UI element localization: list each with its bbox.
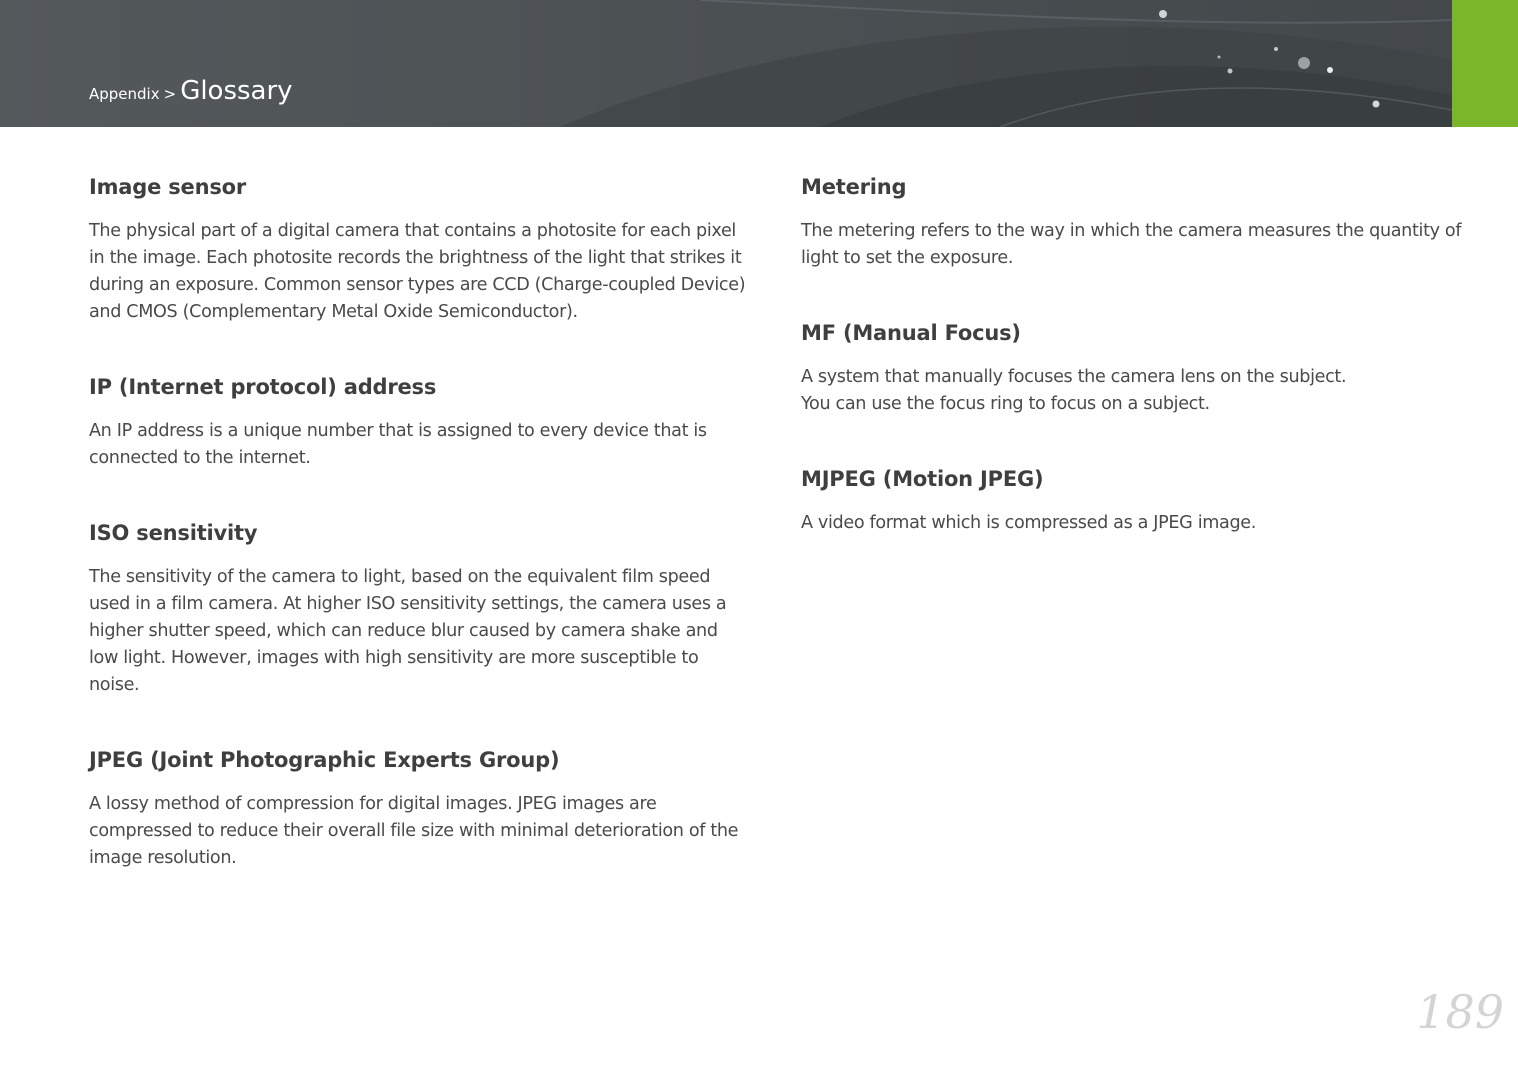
glossary-entry bbox=[801, 318, 1471, 418]
glossary-term: MJPEG (Motion JPEG) bbox=[801, 467, 1044, 491]
glossary-term: Metering bbox=[801, 175, 907, 199]
glossary-definition-line: A system that manually focuses the camera lens on the subject. bbox=[801, 367, 1347, 387]
page-number: 189 bbox=[1416, 985, 1504, 1039]
glossary-definition: An IP address is a unique number that is assigned to every device that is connected to the internet. bbox=[89, 421, 707, 468]
header-decoration bbox=[0, 0, 1452, 127]
glossary-entry bbox=[801, 464, 1471, 537]
glossary-definition: The sensitivity of the camera to light, based on the equivalent film speed used in a film camera. At higher ISO sensitivity settings, the camera uses a higher shutter speed, which can reduce blur caused by camera shake and low light. However, images with high sensitivity are more susceptible to noise. bbox=[89, 567, 727, 695]
glossary-entry bbox=[89, 745, 749, 872]
accent-tab bbox=[1452, 0, 1518, 127]
glossary-entry bbox=[89, 518, 749, 699]
glossary-term: Image sensor bbox=[89, 175, 247, 199]
breadcrumb-current-page: Glossary bbox=[180, 76, 293, 106]
glossary-right-column bbox=[801, 172, 1471, 583]
breadcrumb bbox=[89, 76, 293, 106]
page-header-banner bbox=[0, 0, 1452, 127]
glossary-entry bbox=[89, 372, 749, 472]
glossary-term: IP (Internet protocol) address bbox=[89, 375, 437, 399]
breadcrumb-separator: > bbox=[163, 85, 177, 103]
glossary-definition: A video format which is compressed as a JPEG image. bbox=[801, 513, 1256, 533]
glossary-term: MF (Manual Focus) bbox=[801, 321, 1021, 345]
glossary-definition: The physical part of a digital camera that contains a photosite for each pixel in the image. Each photosite records the brightness of the light that strikes it during an exposure. Common sensor types are CCD (Charge-coupled Device) and CMOS (Complementary Metal Oxide Semiconductor). bbox=[89, 221, 746, 322]
glossary-definition bbox=[801, 364, 1471, 418]
glossary-definition: A lossy method of compression for digital images. JPEG images are compressed to reduce their overall file size with minimal deterioration of the image resolution. bbox=[89, 794, 739, 868]
glossary-definition: The metering refers to the way in which the camera measures the quantity of light to set the exposure. bbox=[801, 221, 1462, 268]
glossary-term: ISO sensitivity bbox=[89, 521, 258, 545]
glossary-entry bbox=[801, 172, 1471, 272]
glossary-definition-line: You can use the focus ring to focus on a subject. bbox=[801, 394, 1210, 414]
breadcrumb-section: Appendix bbox=[89, 85, 160, 103]
glossary-entry bbox=[89, 172, 749, 326]
glossary-left-column bbox=[89, 172, 749, 918]
glossary-term: JPEG (Joint Photographic Experts Group) bbox=[89, 748, 560, 772]
